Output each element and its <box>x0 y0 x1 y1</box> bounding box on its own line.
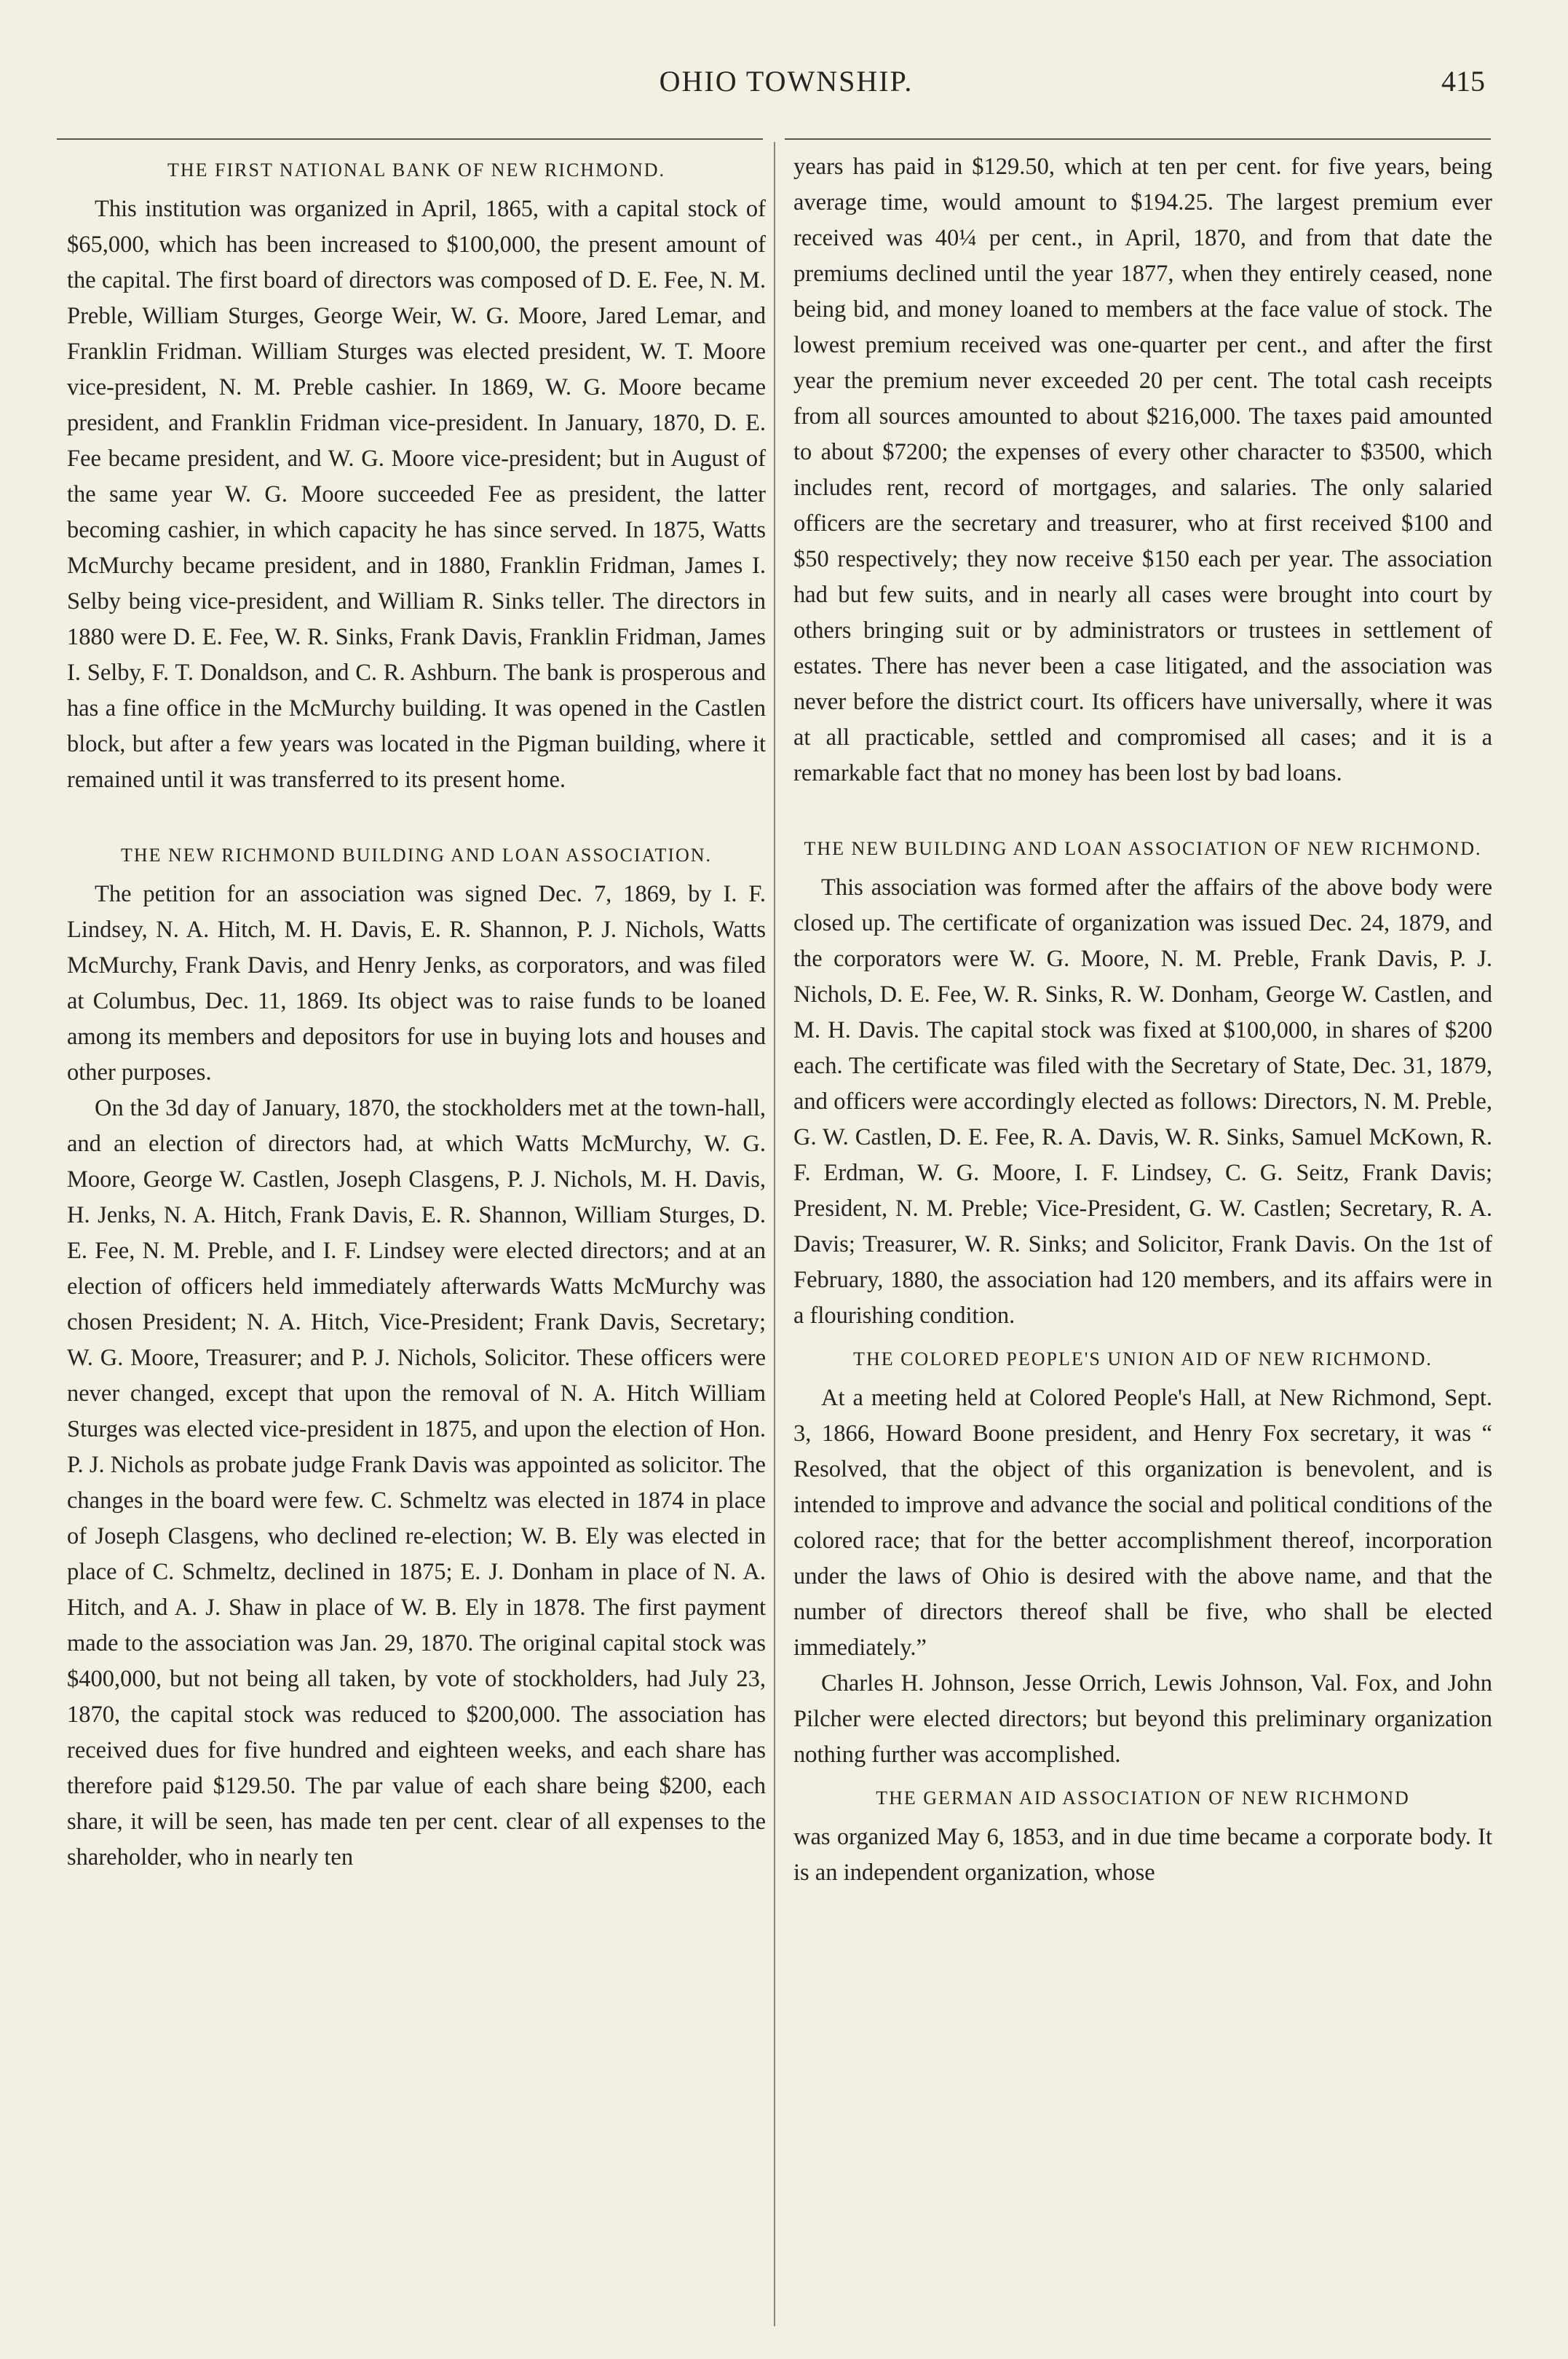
running-head <box>0 64 1568 122</box>
header-rule-left <box>57 138 763 140</box>
colored-union-heading: THE COLORED PEOPLE'S UNION AID OF NEW RICHMOND. <box>853 1348 1433 1370</box>
building-loan-paragraph-1: The petition for an association was signed Dec. 7, 1869, by I. F. Lindsey, N. A. Hitch, M. H. Davis, E. R. Shannon, P. J. Nichols, Watts McMurchy, Frank Davis, and Henry Jenks, as corporators, and was filed at Columbus, Dec. 11, 1869. Its object was to raise funds to be loaned among its members and depositors for use in buying lots and houses and other purposes. <box>67 881 766 1086</box>
continuation-paragraph: years has paid in $129.50, which at ten per cent. for five years, being average time, would amount to $194.25. The largest premium ever received was 40¼ per cent., in April, 1870, and from that date the premiums declined until the year 1877, when they entirely ceased, none being bid, and money loaned to members at the face value of stock. The lowest premium received was one-quarter per cent., and after the first year the premium never exceeded 20 per cent. The total cash receipts from all sources amounted to about $216,000. The taxes paid amounted to about $7200; the expenses of every other character to $3500, which includes rent, record of mortgages, and salaries. The only salaried officers are the secretary and treasurer, who at first received $100 and $50 respectively; they now receive $150 each per year. The association had but few suits, and in nearly all cases were brought into court by others bringing suit or by administrators or trustees in settlement of estates. There has never been a case litigated, and the association was never before the district court. Its officers have universally, where it was at all practicable, settled and compromised all cases; and it is a remarkable fact that no money has been lost by bad loans. <box>793 154 1492 786</box>
bank-heading: THE FIRST NATIONAL BANK OF NEW RICHMOND. <box>167 159 666 181</box>
new-building-loan-heading: THE NEW BUILDING AND LOAN ASSOCIATION OF NEW RICHMOND. <box>804 838 1482 859</box>
right-column <box>793 149 1492 1891</box>
colored-union-paragraph-1: At a meeting held at Colored People's Hall, at New Richmond, Sept. 3, 1866, Howard Boone president, and Henry Fox secretary, it was “ Resolved, that the object of this organization is benevolent, and is intended to improve and advance the social and political conditions of the colored race; that for the better accomplishment thereof, incorporation under the laws of Ohio is desired with the above name, and that the number of directors thereof shall be five, who shall be elected immediately.” <box>793 1385 1492 1661</box>
left-column <box>67 149 766 1876</box>
german-aid-paragraph: was organized May 6, 1853, and in due time became a corporate body. It is an independent organization, whose <box>793 1824 1492 1886</box>
building-loan-paragraph-2: On the 3d day of January, 1870, the stockholders met at the town-hall, and an election of directors had, at which Watts McMurchy, W. G. Moore, George W. Castlen, Joseph Clasgens, P. J. Nichols, M. H. Davis, H. Jenks, N. A. Hitch, Frank Davis, E. R. Shannon, William Sturges, D. E. Fee, N. M. Preble, and I. F. Lindsey were elected directors; and at an election of officers held immediately afterwards Watts McMurchy was chosen President; N. A. Hitch, Vice-President; Frank Davis, Secretary; W. G. Moore, Treasurer; and P. J. Nichols, Solicitor. These officers were never changed, except that upon the removal of N. A. Hitch William Sturges was elected vice-president in 1875, and upon the election of Hon. P. J. Nichols as probate judge Frank Davis was appointed as solicitor. The changes in the board were few. C. Schmeltz was elected in 1874 in place of Joseph Clasgens, who declined re-election; W. B. Ely was elected in place of C. Schmeltz, declined in 1875; E. J. Donham in place of N. A. Hitch, and A. J. Shaw in place of W. B. Ely in 1878. The first payment made to the association was Jan. 29, 1870. The original capital stock was $400,000, but not being all taken, by vote of stockholders, had July 23, 1870, the capital stock was reduced to $200,000. The association has received dues for five hundred and eighteen weeks, and each share has therefore paid $129.50. The par value of each share being $200, each share, it will be seen, has made ten per cent. clear of all expenses to the shareholder, who in nearly ten <box>67 1095 766 1870</box>
page-number: 415 <box>1441 65 1485 98</box>
german-aid-heading: THE GERMAN AID ASSOCIATION OF NEW RICHMOND <box>876 1787 1410 1809</box>
section-gap <box>793 791 1492 823</box>
bank-paragraph: This institution was organized in April, 1865, with a capital stock of $65,000, which has been increased to $100,000, the present amount of the capital. The first board of directors was composed of D. E. Fee, N. M. Preble, William Sturges, George Weir, W. G. Moore, Jared Lemar, and Franklin Fridman. William Sturges was elected president, W. T. Moore vice-president, N. M. Preble cashier. In 1869, W. G. Moore became president, and Franklin Fridman vice-president. In January, 1870, D. E. Fee became president, and W. G. Moore vice-president; but in August of the same year W. G. Moore succeeded Fee as president, the latter becoming cashier, in which capacity he has since served. In 1875, Watts McMurchy became president, and in 1880, Franklin Fridman, James I. Selby being vice-president, and William R. Sinks teller. The directors in 1880 were D. E. Fee, W. R. Sinks, Frank Davis, Franklin Fridman, James I. Selby, F. T. Donaldson, and C. R. Ashburn. The bank is prosperous and has a fine office in the McMurchy building. It was opened in the Castlen block, but after a few years was located in the Pigman building, where it remained until it was transferred to its present home. <box>67 196 766 793</box>
building-loan-heading: THE NEW RICHMOND BUILDING AND LOAN ASSOCIATION. <box>120 845 713 866</box>
section-gap <box>67 798 766 830</box>
new-building-loan-paragraph: This association was formed after the affairs of the above body were closed up. The certificate of organization was issued Dec. 24, 1879, and the corporators were W. G. Moore, N. M. Preble, Frank Davis, P. J. Nichols, D. E. Fee, W. R. Sinks, R. W. Donham, George W. Castlen, and M. H. Davis. The capital stock was fixed at $100,000, in shares of $200 each. The certificate was filed with the Secretary of State, Dec. 31, 1879, and officers were accordingly elected as follows: Directors, N. M. Preble, G. W. Castlen, D. E. Fee, R. A. Davis, W. R. Sinks, Samuel McKown, R. F. Erdman, W. G. Moore, I. F. Lindsey, C. G. Seitz, Frank Davis; President, N. M. Preble; Vice-President, G. W. Castlen; Secretary, R. A. Davis; Treasurer, W. R. Sinks; and Solicitor, Frank Davis. On the 1st of February, 1880, the association had 120 members, and its affairs were in a flourishing condition. <box>793 874 1492 1329</box>
column-divider <box>774 142 775 2326</box>
colored-union-paragraph-2: Charles H. Johnson, Jesse Orrich, Lewis Johnson, Val. Fox, and John Pilcher were elected directors; but beyond this preliminary organization nothing further was accomplished. <box>793 1670 1492 1768</box>
header-rule-right <box>785 138 1491 140</box>
running-title: OHIO TOWNSHIP. <box>659 65 914 98</box>
